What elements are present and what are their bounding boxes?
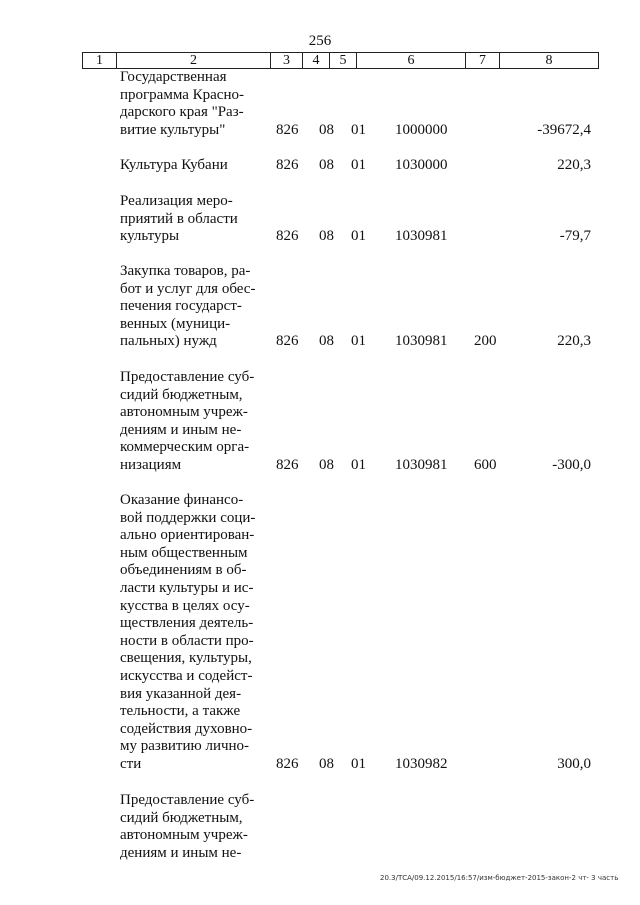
row-target-article: 1030981: [395, 457, 448, 474]
column-header-row: [83, 53, 599, 69]
row-target-article: 1000000: [395, 122, 448, 139]
column-header-table: [82, 52, 599, 69]
row-target-article: 1030000: [395, 157, 448, 174]
row-ministry-code: 826: [276, 333, 299, 350]
row-name: Предоставление суб- сидий бюджетным, автономным учреж- дениям и иным не- коммерческим орга- низациям: [120, 369, 255, 473]
row-section-code: 08: [319, 122, 334, 139]
row-name: Оказание финансо- вой поддержки соци- ально ориентирован- ным общественным объединениям в об- ласти культуры и ис- кусства в целях осу- ществления деятель- ности в области про- свещения, культуры, искусства и содейст- вия указанной дея- тельности, а также содействия духовно- му развитию лично- сти: [120, 492, 256, 772]
row-ministry-code: 826: [276, 122, 299, 139]
row-subsection-code: 01: [351, 457, 366, 474]
row-subsection-code: 01: [351, 333, 366, 350]
table-row: [0, 193, 640, 246]
row-ministry-code: 826: [276, 756, 299, 773]
row-section-code: 08: [319, 457, 334, 474]
page-number: 256: [308, 33, 332, 49]
row-target-article: 1030981: [395, 333, 448, 350]
column-header-1: 1: [83, 53, 117, 69]
column-header-7: 7: [466, 53, 500, 69]
row-target-article: 1030981: [395, 228, 448, 245]
row-subsection-code: 01: [351, 157, 366, 174]
row-expense-type: 600: [474, 457, 497, 474]
row-section-code: 08: [319, 157, 334, 174]
column-header-5: 5: [330, 53, 357, 69]
row-subsection-code: 01: [351, 756, 366, 773]
column-header-6: 6: [357, 53, 466, 69]
row-amount: 220,3: [557, 157, 591, 174]
row-name: Предоставление суб- сидий бюджетным, автономным учреж- дениям и иным не-: [120, 792, 255, 861]
row-amount: -79,7: [559, 228, 591, 245]
row-name: Культура Кубани: [120, 157, 228, 173]
column-header-4: 4: [303, 53, 330, 69]
row-ministry-code: 826: [276, 457, 299, 474]
row-section-code: 08: [319, 333, 334, 350]
row-ministry-code: 826: [276, 157, 299, 174]
row-name: Реализация меро- приятий в области культуры: [120, 193, 238, 245]
row-name: Закупка товаров, ра- бот и услуг для обес- печения государст- венных (муници- пальных) нужд: [120, 263, 256, 350]
row-subsection-code: 01: [351, 228, 366, 245]
row-expense-type: 200: [474, 333, 497, 350]
table-row: [0, 157, 640, 175]
row-ministry-code: 826: [276, 228, 299, 245]
table-row: [0, 263, 640, 351]
row-amount: 220,3: [557, 333, 591, 350]
row-section-code: 08: [319, 228, 334, 245]
row-name: Государственная программа Красно- дарского края "Раз- витие культуры": [120, 69, 244, 138]
document-footer: 20.3/ТСА/09.12.2015/16:57/изм-бюджет-2015-закон-2 чт- 3 часть: [380, 874, 619, 882]
column-header-2: 2: [117, 53, 271, 69]
row-amount: -39672,4: [537, 122, 591, 139]
table-row: [0, 369, 640, 475]
table-row: [0, 492, 640, 774]
row-amount: -300,0: [552, 457, 591, 474]
row-subsection-code: 01: [351, 122, 366, 139]
column-header-3: 3: [271, 53, 303, 69]
table-row: [0, 792, 640, 863]
row-target-article: 1030982: [395, 756, 448, 773]
row-section-code: 08: [319, 756, 334, 773]
table-row: [0, 69, 640, 140]
row-amount: 300,0: [557, 756, 591, 773]
column-header-8: 8: [500, 53, 599, 69]
